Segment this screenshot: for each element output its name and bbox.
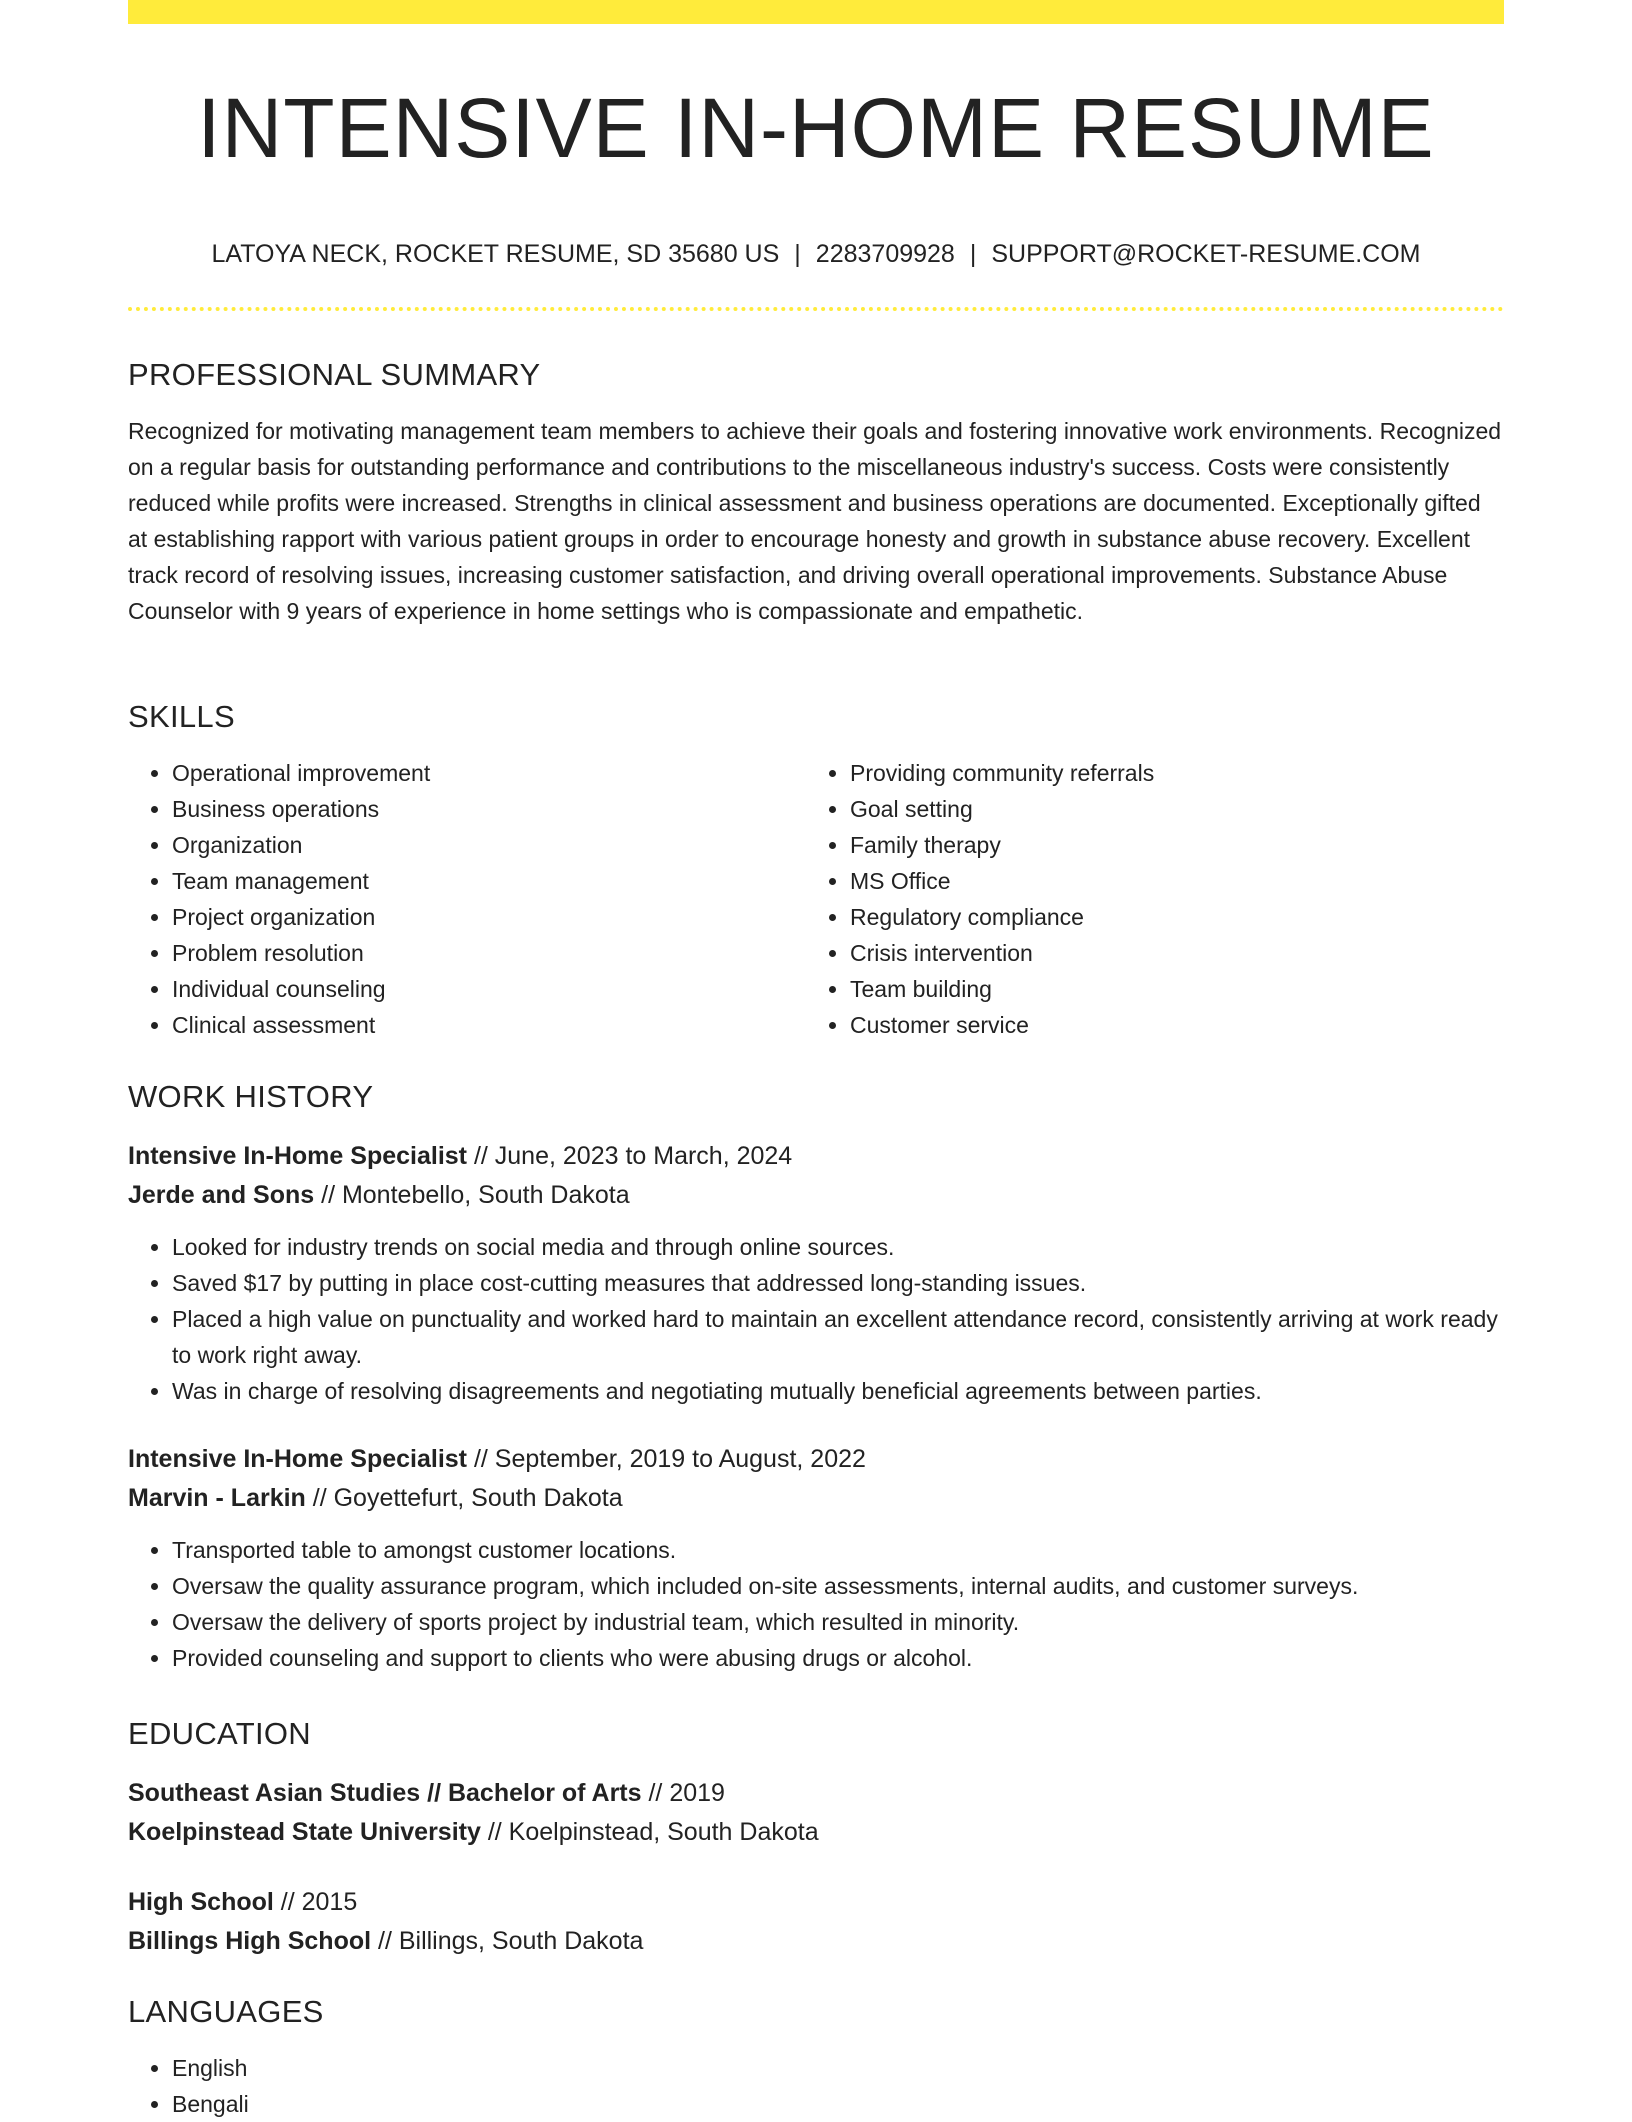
contact-separator: | <box>969 240 977 268</box>
skills-list <box>128 755 806 1043</box>
job-dates: // June, 2023 to March, 2024 <box>467 1142 793 1170</box>
job-bullets <box>128 1532 1504 1676</box>
languages-section <box>128 1992 1504 2122</box>
section-heading: WORK HISTORY <box>128 1079 374 1114</box>
job-bullet: • Looked for industry trends on social media and through online sources. <box>172 1229 1504 1265</box>
skills-section <box>128 697 1504 1043</box>
language-item: • English <box>172 2050 1504 2086</box>
skills-list <box>806 755 1484 1043</box>
education-year: // 2015 <box>273 1888 358 1916</box>
summary-section <box>128 355 1504 629</box>
skills-column-right <box>806 755 1484 1043</box>
education-school-line <box>128 1813 1504 1852</box>
education-degree: Southeast Asian Studies // Bachelor of Arts <box>128 1779 642 1807</box>
work-history-section <box>128 1077 1504 1676</box>
skill-item: • MS Office <box>850 863 1484 899</box>
education-section <box>128 1714 1504 1961</box>
accent-bar <box>128 0 1504 24</box>
education-degree-line <box>128 1774 1504 1813</box>
job-entry <box>128 1137 1504 1409</box>
section-heading: EDUCATION <box>128 1716 311 1751</box>
job-bullet: • Oversaw the quality assurance program, which included on-site assessments, internal audits, and customer surveys. <box>172 1568 1504 1604</box>
job-bullet: • Transported table to amongst customer locations. <box>172 1532 1504 1568</box>
contact-address: LATOYA NECK, ROCKET RESUME, SD 35680 US <box>211 240 780 268</box>
skill-item: • Individual counseling <box>172 971 806 1007</box>
job-bullet: • Saved $17 by putting in place cost-cutting measures that addressed long-standing issues. <box>172 1265 1504 1301</box>
summary-text: Recognized for motivating management team members to achieve their goals and fostering innovative work environments. Recognized on a regular basis for outstanding performance and contributions to the miscellaneous industry's success. Costs were consistently reduced while profits were increased. Strengths in clinical assessment and business operations are documented. Exceptionally gifted at establishing rapport with various patient groups in order to encourage honesty and growth in substance abuse recovery. Excellent track record of resolving issues, increasing customer satisfaction, and driving overall operational improvements. Substance Abuse Counselor with 9 years of experience in home settings who is compassionate and empathetic. <box>128 418 1502 624</box>
education-degree: High School <box>128 1888 274 1916</box>
skill-item: • Organization <box>172 827 806 863</box>
job-entry <box>128 1440 1504 1676</box>
contact-line <box>128 236 1504 272</box>
job-company: Marvin - Larkin <box>128 1484 306 1512</box>
skills-column-left <box>128 755 806 1043</box>
job-title: Intensive In-Home Specialist <box>128 1445 467 1473</box>
job-bullet: • Was in charge of resolving disagreements and negotiating mutually beneficial agreements between parties. <box>172 1373 1504 1409</box>
skill-item: • Business operations <box>172 791 806 827</box>
job-location: // Goyettefurt, South Dakota <box>305 1484 623 1512</box>
skill-item: • Family therapy <box>850 827 1484 863</box>
education-school: Billings High School <box>128 1927 372 1955</box>
job-company: Jerde and Sons <box>128 1181 315 1209</box>
job-bullets <box>128 1229 1504 1409</box>
section-heading: PROFESSIONAL SUMMARY <box>128 357 541 392</box>
job-bullet: • Placed a high value on punctuality and worked hard to maintain an excellent attendance record, consistently arriving at work ready to work right away. <box>172 1301 1504 1373</box>
language-item: • Bengali <box>172 2086 1504 2122</box>
skill-item: • Providing community referrals <box>850 755 1484 791</box>
skill-item: • Operational improvement <box>172 755 806 791</box>
education-entry <box>128 1774 1504 1852</box>
education-entry <box>128 1883 1504 1961</box>
contact-email[interactable]: SUPPORT@ROCKET-RESUME.COM <box>991 240 1421 268</box>
skill-item: • Project organization <box>172 899 806 935</box>
job-location: // Montebello, South Dakota <box>314 1181 630 1209</box>
skill-item: • Customer service <box>850 1007 1484 1043</box>
languages-list <box>128 2050 1504 2122</box>
skill-item: • Regulatory compliance <box>850 899 1484 935</box>
education-year: // 2019 <box>641 1779 725 1807</box>
contact-phone: 2283709928 <box>815 240 955 268</box>
resume-title: INTENSIVE IN-HOME RESUME <box>197 81 1435 175</box>
job-title-line <box>128 1440 1504 1479</box>
education-school: Koelpinstead State University <box>128 1818 481 1846</box>
job-company-line <box>128 1176 1504 1215</box>
job-title: Intensive In-Home Specialist <box>128 1142 467 1170</box>
dotted-divider <box>128 307 1504 311</box>
skill-item: • Crisis intervention <box>850 935 1484 971</box>
education-location: // Billings, South Dakota <box>371 1927 644 1955</box>
education-location: // Koelpinstead, South Dakota <box>480 1818 819 1846</box>
skills-columns <box>128 755 1504 1043</box>
job-bullet: • Oversaw the delivery of sports project by industrial team, which resulted in minority. <box>172 1604 1504 1640</box>
section-heading: SKILLS <box>128 699 235 734</box>
job-company-line <box>128 1479 1504 1518</box>
job-title-line <box>128 1137 1504 1176</box>
job-bullet: • Provided counseling and support to clients who were abusing drugs or alcohol. <box>172 1640 1504 1676</box>
education-school-line <box>128 1922 1504 1961</box>
job-dates: // September, 2019 to August, 2022 <box>467 1445 866 1473</box>
skill-item: • Team building <box>850 971 1484 1007</box>
contact-separator: | <box>794 240 801 268</box>
section-heading: LANGUAGES <box>128 1994 324 2029</box>
skill-item: • Team management <box>172 863 806 899</box>
skill-item: • Problem resolution <box>172 935 806 971</box>
education-degree-line <box>128 1883 1504 1922</box>
skill-item: • Goal setting <box>850 791 1484 827</box>
skill-item: • Clinical assessment <box>172 1007 806 1043</box>
